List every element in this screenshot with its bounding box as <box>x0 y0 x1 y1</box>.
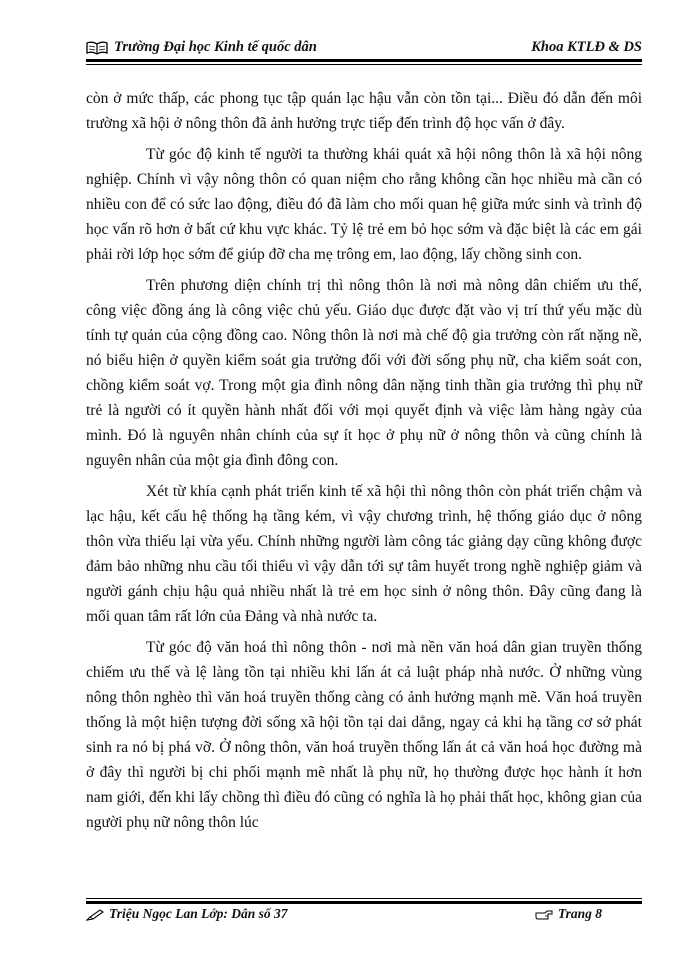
header-rule-thick <box>86 59 642 62</box>
header-faculty-name: Khoa KTLĐ & DS <box>531 39 642 55</box>
footer-right <box>535 906 602 922</box>
paragraph: Từ góc độ văn hoá thì nông thôn - nơi mà nền văn hoá dân gian truyền thống chiếm ưu thế và lệ làng tồn tại nhiều khi lấn át cả luật pháp nhà nước. Ở những vùng nông thôn nghèo thì văn hoá truyền thống càng có ảnh hưởng mạnh mẽ. Văn hoá truyền thống là một hiện tượng đời sống xã hội tồn tại dai dẳng, ngay cả khi hạ tầng cơ sở phát sinh ra nó bị phá vỡ. Ở nông thôn, văn hoá truyền thống lấn át cả văn hoá học đường mà ở đây thì người bị chi phối mạnh mẽ nhất là phụ nữ, họ thường được học hành ít hơn nam giới, đến khi lấy chồng thì điều đó cũng có nghĩa là họ phải thất học, không gian của người phụ nữ nông thôn lúc <box>86 639 642 831</box>
paragraph: còn ở mức thấp, các phong tục tập quán lạc hậu vẫn còn tồn tại... Điều đó dẫn đến môi trường xã hội ở nông thôn đã ảnh hưởng trực tiếp đến trình độ học vấn ở đây. <box>86 90 642 132</box>
page-footer <box>86 898 642 928</box>
header-school-name: Trường Đại học Kinh tế quốc dân <box>114 39 317 55</box>
footer-row <box>86 906 642 922</box>
header-rule-thin <box>86 64 642 65</box>
page-number: Trang 8 <box>557 906 602 921</box>
footer-author: Triệu Ngọc Lan Lớp: Dân số 37 <box>109 906 288 921</box>
footer-left <box>86 906 288 922</box>
paragraph: Từ góc độ kinh tế người ta thường khái quát xã hội nông thôn là xã hội nông nghiệp. Chính vì vậy nông thôn có quan niệm cho rằng không cần học nhiều mà cần có nhiều con để có sức lao động, điều đó đã làm cho mối quan hệ giữa mức sinh và trình độ học vấn rõ hơn ở bất cứ khu vực khác. Tỷ lệ trẻ em bỏ học sớm và đặc biệt là các em gái phải rời lớp học sớm để giúp đỡ cha mẹ trông em, lao động, lấy chồng sinh con. <box>86 146 642 263</box>
page-header <box>86 22 642 62</box>
footer-rule-thick <box>86 901 642 904</box>
paragraph: Trên phương diện chính trị thì nông thôn là nơi mà nông dân chiếm ưu thế, công việc đồng áng là công việc chủ yếu. Giáo dục được đặt vào vị trí thứ yếu mặc dù tính tự quản của cộng đồng cao. Nông thôn là nơi mà chế độ gia trưởng còn rất nặng nề, nó biểu hiện ở quyền kiểm soát gia trưởng đối với đời sống phụ nữ, cha kiểm soát con, chồng kiểm soát vợ. Trong một gia đình nông dân nặng tinh thần gia trưởng thì phụ nữ trẻ là người có ít quyền hành nhất đối với mọi quyết định và việc làm hàng ngày của mình. Đó là nguyên nhân chính của sự ít học ở phụ nữ ở nông thôn và cũng chính là nguyên nhân của một gia đình đông con. <box>86 277 642 469</box>
open-book-icon <box>86 41 108 55</box>
header-left <box>86 39 317 56</box>
pointing-hand-icon <box>535 909 553 921</box>
pen-icon <box>86 909 104 921</box>
footer-rule-thin <box>86 898 642 899</box>
paragraph: Xét từ khía cạnh phát triển kinh tế xã hội thì nông thôn còn phát triển chậm và lạc hậu, kết cấu hệ thống hạ tầng kém, vì vậy chương trình, hệ thống giáo dục ở nông thôn vừa thiếu lại vừa yếu. Chính những người làm công tác giảng dạy cũng không được đảm bảo những nhu cầu tối thiểu vì vậy dẫn tới sự tâm huyết trong nghề nghiệp giảm và người gánh chịu hậu quả nhiều nhất là trẻ em học sinh ở nông thôn. Đây cũng đang là mối quan tâm rất lớn của Đảng và nhà nước ta. <box>86 483 642 625</box>
body-text <box>86 86 642 841</box>
header-row <box>86 40 642 56</box>
